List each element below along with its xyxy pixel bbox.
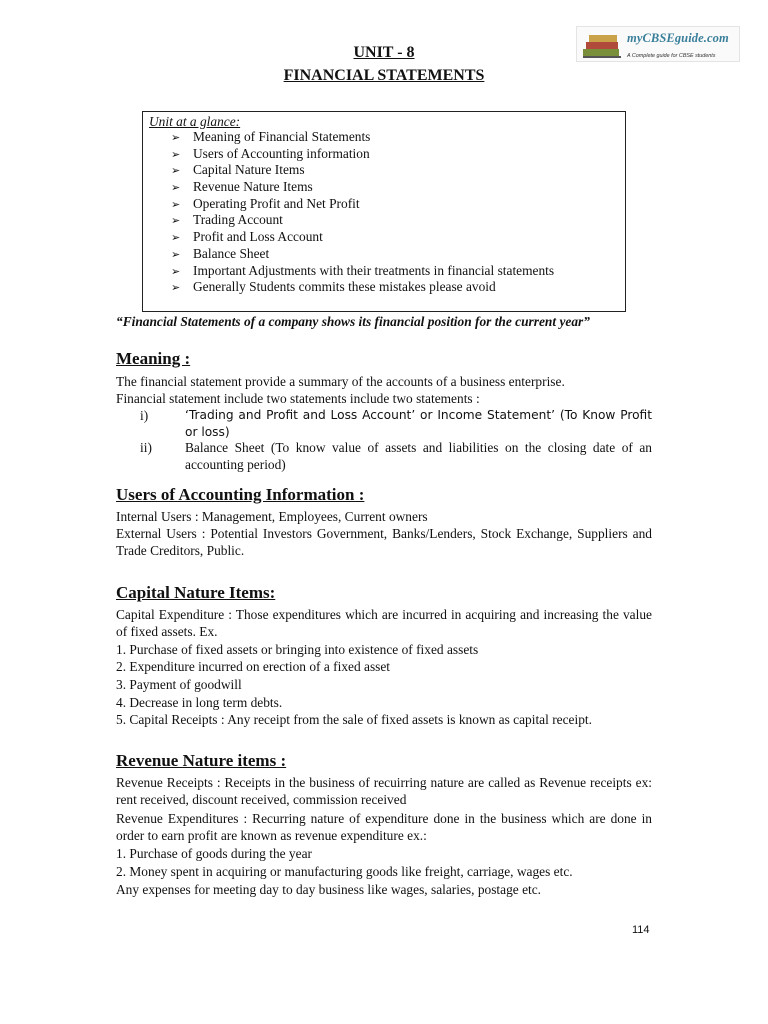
list-item: 5. Capital Receipts : Any receipt from the sale of fixed assets is known as capital receipt. (116, 712, 592, 727)
arrow-bullet-icon: ➢ (171, 231, 181, 245)
list-item: ➢ Generally Students commits these mistakes please avoid (171, 279, 554, 296)
meaning-heading: Meaning : (116, 349, 191, 368)
logo-brand-text: myCBSEguide.com (627, 31, 729, 45)
list-number: i) (140, 408, 149, 423)
list-item: ➢ Profit and Loss Account (171, 229, 554, 246)
unit-number: UNIT - 8 (353, 44, 415, 61)
logo-tagline: A Complete guide for CBSE students (627, 53, 716, 59)
list-item: Any expenses for meeting day to day business like wages, salaries, postage etc. (116, 882, 542, 897)
meaning-paragraph-1: The financial statement provide a summary of the accounts of a business enterprise. (116, 374, 565, 389)
list-item: ➢ Users of Accounting information (171, 146, 554, 163)
arrow-bullet-icon: ➢ (171, 281, 181, 295)
arrow-bullet-icon: ➢ (171, 197, 181, 211)
glance-list (171, 129, 554, 296)
capital-intro: Capital Expenditure : Those expenditures which are incurred in acquiring and increasing the value of fixed assets. Ex. (116, 607, 652, 639)
list-item: 1. Purchase of fixed assets or bringing into existence of fixed assets (116, 642, 479, 657)
arrow-bullet-icon: ➢ (171, 164, 181, 178)
revenue-receipts-text: Revenue Receipts : Receipts in the business of recuirring nature are called as Revenue receipts ex: rent received, discount received, commission received (116, 775, 652, 807)
list-number: ii) (140, 440, 152, 455)
arrow-bullet-icon: ➢ (171, 181, 181, 195)
list-item: 2. Money spent in acquiring or manufacturing goods like freight, carriage, wages etc. (116, 864, 573, 879)
list-item: 1. Purchase of goods during the year (116, 846, 312, 861)
arrow-bullet-icon: ➢ (171, 247, 181, 261)
external-users-text: External Users : Potential Investors Government, Banks/Lenders, Stock Exchange, Suppliers and Trade Creditors, Public. (116, 526, 652, 558)
internal-users-text: Internal Users : Management, Employees, Current owners (116, 509, 428, 524)
list-item: ➢ Capital Nature Items (171, 162, 554, 179)
revenue-expenditures-text: Revenue Expenditures : Recurring nature of expenditure done in the business which are done in order to earn profit are known as revenue expenditure ex.: (116, 811, 652, 843)
list-text: ‘Trading and Profit and Loss Account’ or Income Statement’ (To Know Profit or loss) (185, 408, 652, 439)
list-text: Balance Sheet (To know value of assets and liabilities on the closing date of an accounting period) (185, 440, 652, 472)
users-heading: Users of Accounting Information : (116, 485, 365, 504)
capital-heading: Capital Nature Items: (116, 583, 276, 602)
revenue-heading: Revenue Nature items : (116, 751, 287, 770)
glance-title: Unit at a glance: (149, 114, 241, 129)
arrow-bullet-icon: ➢ (171, 131, 181, 144)
list-item: 3. Payment of goodwill (116, 677, 242, 692)
list-item: ➢ Trading Account (171, 212, 554, 229)
arrow-bullet-icon: ➢ (171, 147, 181, 161)
page-title: FINANCIAL STATEMENTS (283, 67, 485, 84)
list-item: ➢ Revenue Nature Items (171, 179, 554, 196)
list-item: ➢ Meaning of Financial Statements (171, 129, 554, 146)
list-item: ➢ Important Adjustments with their treatments in financial statements (171, 263, 554, 280)
list-item: 2. Expenditure incurred on erection of a fixed asset (116, 659, 391, 674)
quote-text: “Financial Statements of a company shows its financial position for the current year” (116, 314, 590, 329)
list-item: ➢ Balance Sheet (171, 246, 554, 263)
list-item: ➢ Operating Profit and Net Profit (171, 196, 554, 213)
arrow-bullet-icon: ➢ (171, 214, 181, 228)
list-item: 4. Decrease in long term debts. (116, 695, 283, 710)
unit-at-a-glance-box (142, 111, 626, 312)
meaning-paragraph-2: Financial statement include two statements include two statements : (116, 391, 480, 406)
page-number: 114 (632, 924, 650, 936)
arrow-bullet-icon: ➢ (171, 264, 181, 278)
